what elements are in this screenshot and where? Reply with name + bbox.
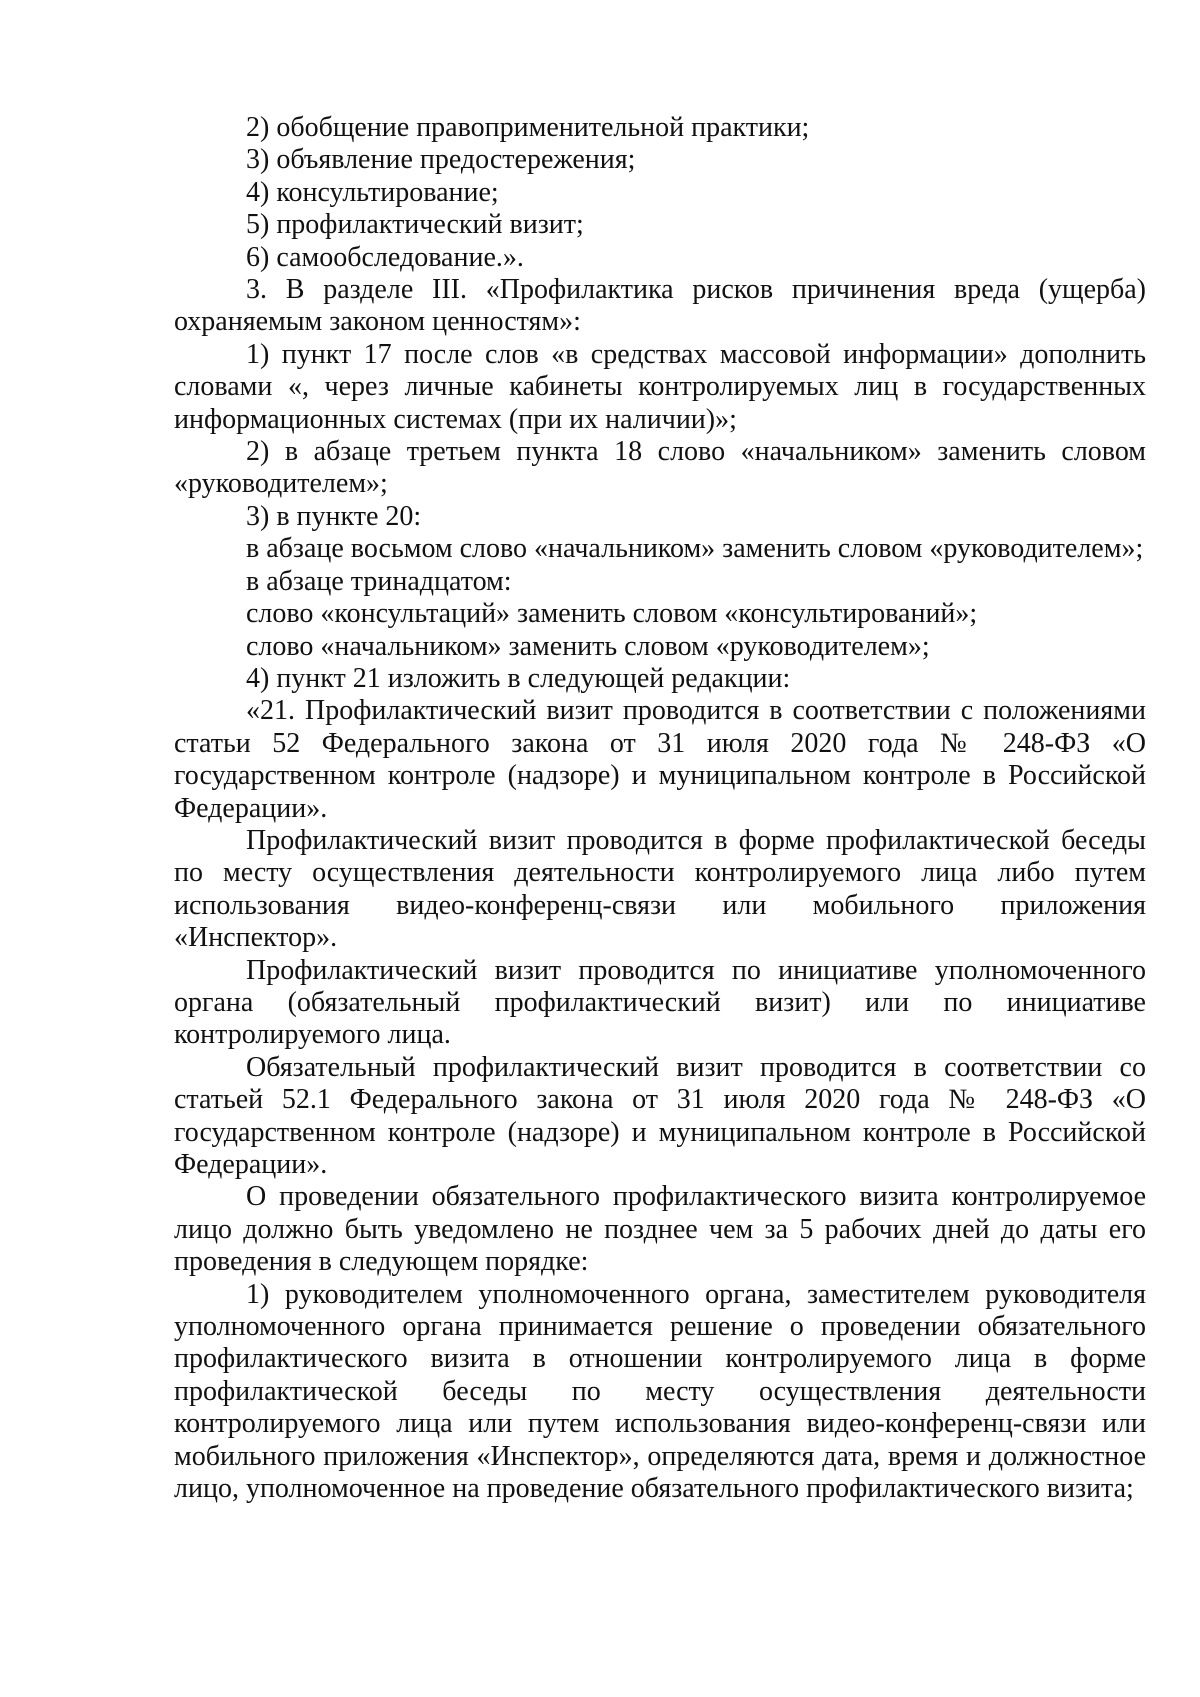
paragraph-section-3: 3. В разделе III. «Профилактика рисков причинения вреда (ущерба) охраняемым законом ценностям»: bbox=[174, 274, 1146, 338]
paragraph-amendment-1: 1) пункт 17 после слов «в средствах массовой информации» дополнить словами «, через личные кабинеты контролируемых лиц в государственных информационных системах (при их наличии)»; bbox=[174, 338, 1146, 435]
paragraph-amendment-3-eighth: в абзаце восьмом слово «начальником» заменить словом «руководителем»; bbox=[246, 533, 1144, 565]
document-page bbox=[174, 112, 1146, 1505]
paragraph-amendment-3-word-1: слово «консультаций» заменить словом «консультирований»; bbox=[246, 598, 978, 630]
paragraph-visit-form: Профилактический визит проводится в форме профилактической беседы по месту осуществления деятельности контролируемого лица либо путем использования видео-конференц-связи или мобильного приложения «Инспектор». bbox=[174, 824, 1146, 954]
paragraph-item-2: 2) обобщение правоприменительной практики; bbox=[246, 112, 810, 143]
paragraph-procedure-1: 1) руководителем уполномоченного органа, заместителем руководителя уполномоченного органа принимается решение о проведении обязательного профилактического визита в отношении контролируемого лица в форме профилактической беседы по месту осуществления деятельности контролируемого лица или путем использования видео-конференц-связи или мобильного приложения «Инспектор», определяются дата, время и должностное лицо, уполномоченное на проведение обязательного профилактического визита; bbox=[174, 1278, 1146, 1505]
paragraph-amendment-3-word-2: слово «начальником» заменить словом «руководителем»; bbox=[246, 630, 930, 662]
paragraph-amendment-2: 2) в абзаце третьем пункта 18 слово «начальником» заменить словом «руководителем»; bbox=[174, 436, 1146, 500]
paragraph-item-3: 3) объявление предостережения; bbox=[246, 144, 636, 176]
paragraph-amendment-3-thirteenth: в абзаце тринадцатом: bbox=[246, 565, 512, 597]
paragraph-notification: О проведении обязательного профилактического визита контролируемое лицо должно быть уведомлено не позднее чем за 5 рабочих дней до даты его проведения в следующем порядке: bbox=[174, 1181, 1146, 1278]
paragraph-item-6: 6) самообследование.». bbox=[246, 241, 524, 273]
paragraph-point-21: «21. Профилактический визит проводится в соответствии с положениями статьи 52 Федерального закона от 31 июля 2020 года № 248-ФЗ «О государственном контроле (надзоре) и муниципальном контроле в Российской Федерации». bbox=[174, 695, 1146, 824]
paragraph-amendment-3: 3) в пункте 20: bbox=[246, 500, 422, 532]
paragraph-item-5: 5) профилактический визит; bbox=[246, 209, 584, 241]
paragraph-visit-initiative: Профилактический визит проводится по инициативе уполномоченного органа (обязательный профилактический визит) или по инициативе контролируемого лица. bbox=[174, 954, 1146, 1051]
paragraph-mandatory-visit: Обязательный профилактический визит проводится в соответствии со статьей 52.1 Федерального закона от 31 июля 2020 года № 248-ФЗ «О государственном контроле (надзоре) и муниципальном контроле в Российской Федерации». bbox=[174, 1051, 1146, 1180]
paragraph-item-4: 4) консультирование; bbox=[246, 176, 499, 208]
paragraph-amendment-4: 4) пункт 21 изложить в следующей редакции: bbox=[246, 662, 791, 694]
